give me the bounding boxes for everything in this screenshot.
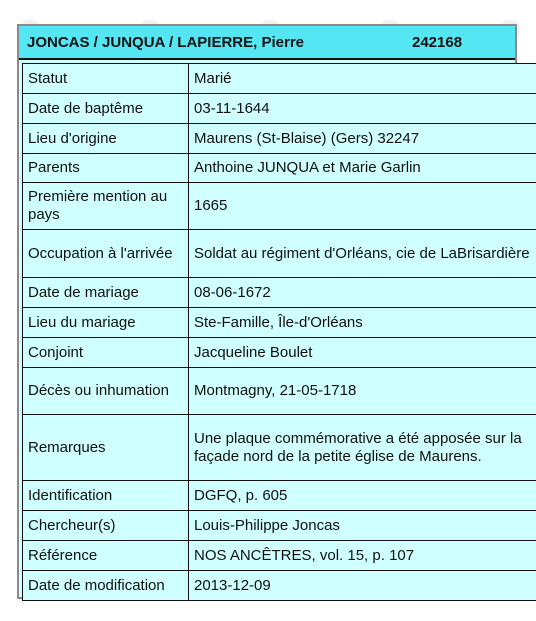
table-row [23, 368, 536, 415]
row-value-conjoint: Jacqueline Boulet [189, 338, 536, 368]
table-row [23, 481, 536, 511]
row-value-reference: NOS ANCÊTRES, vol. 15, p. 107 [189, 541, 536, 571]
row-value-date-bapteme: 03-11-1644 [189, 94, 536, 124]
table-row [23, 338, 536, 368]
row-label-lieu-mariage: Lieu du mariage [23, 308, 189, 338]
table-row [23, 124, 536, 154]
row-label-identification: Identification [23, 481, 189, 511]
row-label-date-mariage: Date de mariage [23, 278, 189, 308]
row-label-date-bapteme: Date de baptême [23, 94, 189, 124]
row-value-lieu-origine: Maurens (St-Blaise) (Gers) 32247 [189, 124, 536, 154]
table-row [23, 541, 536, 571]
table-row [23, 278, 536, 308]
row-label-chercheurs: Chercheur(s) [23, 511, 189, 541]
row-value-premiere-mention: 1665 [189, 183, 536, 230]
row-value-identification: DGFQ, p. 605 [189, 481, 536, 511]
row-label-date-modification: Date de modification [23, 571, 189, 601]
row-value-date-mariage: 08-06-1672 [189, 278, 536, 308]
table-row [23, 154, 536, 183]
row-value-parents: Anthoine JUNQUA et Marie Garlin [189, 154, 536, 183]
row-value-remarques: Une plaque commémorative a été apposée sur la façade nord de la petite église de Maurens. [189, 415, 536, 481]
table-row [23, 511, 536, 541]
table-row [23, 183, 536, 230]
row-label-remarques: Remarques [23, 415, 189, 481]
row-label-reference: Référence [23, 541, 189, 571]
row-label-deces: Décès ou inhumation [23, 368, 189, 415]
row-value-lieu-mariage: Ste-Famille, Île-d'Orléans [189, 308, 536, 338]
ancestor-name: JONCAS / JUNQUA / LAPIERRE, Pierre [27, 34, 305, 51]
record-header [19, 26, 515, 60]
row-value-date-modification: 2013-12-09 [189, 571, 536, 601]
row-value-chercheurs: Louis-Philippe Joncas [189, 511, 536, 541]
row-label-lieu-origine: Lieu d'origine [23, 124, 189, 154]
row-label-parents: Parents [23, 154, 189, 183]
row-value-occupation: Soldat au régiment d'Orléans, cie de LaBrisardière [189, 230, 536, 278]
record-id: 242168 [412, 34, 463, 51]
ancestor-record-card [17, 24, 530, 599]
row-label-occupation: Occupation à l'arrivée [23, 230, 189, 278]
row-label-statut: Statut [23, 64, 189, 94]
table-row [23, 230, 536, 278]
table-row [23, 571, 536, 601]
row-value-deces: Montmagny, 21-05-1718 [189, 368, 536, 415]
table-row [23, 64, 536, 94]
row-label-conjoint: Conjoint [23, 338, 189, 368]
table-row [23, 94, 536, 124]
table-row [23, 415, 536, 481]
table-row [23, 308, 536, 338]
row-label-premiere-mention: Première mention au pays [23, 183, 189, 230]
row-value-statut: Marié [189, 64, 536, 94]
record-table [22, 63, 536, 601]
